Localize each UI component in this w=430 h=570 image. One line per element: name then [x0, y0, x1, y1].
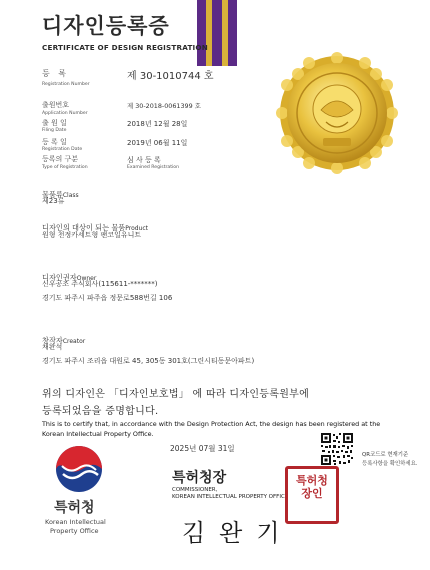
commissioner-title: 특허청장: [172, 470, 227, 486]
product-header-ko: 디자인의 대상이 되는 물품: [42, 223, 126, 232]
registration-label-en: Registration Number: [42, 82, 90, 87]
registration-type-en: Examined Registration: [127, 165, 180, 170]
filing-date: 2018년 12월 28일: [127, 120, 188, 128]
qr-caption-2: 등록사항을 확인하세요.: [362, 461, 418, 467]
certificate-title: 디자인등록증: [42, 14, 170, 38]
certification-notice-en-1: This is to certify that, in accordance with the Design Protection Act, the design has been registered at the: [42, 420, 381, 428]
registration-type-label-en: Type of Registration: [42, 165, 88, 170]
certification-notice-ko-1: 위의 디자인은 「디자인보호법」 에 따라 디자인등록원부에: [42, 389, 310, 400]
kipo-logo-icon: [54, 444, 104, 494]
registration-date-label-en: Registration Date: [42, 147, 83, 152]
gold-medal-emblem: [276, 52, 398, 174]
creator-header-en: Creator: [62, 338, 86, 345]
registration-date: 2019년 06월 11일: [127, 139, 188, 147]
kipo-name-en-2: Property Office: [50, 527, 99, 535]
class-value: 제23류: [42, 197, 65, 205]
registration-type: 심 사 등 록: [127, 156, 161, 164]
certificate-subtitle: CERTIFICATE OF DESIGN REGISTRATION: [42, 43, 208, 52]
application-number: 제 30-2018-0061399 호: [127, 102, 201, 110]
qr-code[interactable]: [320, 432, 354, 466]
product-value: 원형 천정카세트형 팬코일유니트: [42, 231, 142, 239]
kipo-name-ko: 특허청: [54, 500, 95, 516]
commissioner-title-en-2: KOREAN INTELLECTUAL PROPERTY OFFICE: [172, 494, 289, 500]
owner-name: 신우공조 주식회사(115611-*******): [42, 280, 158, 288]
ribbon-purple-left: [197, 0, 206, 66]
commissioner-signature: 김완기: [182, 519, 294, 547]
owner-address: 경기도 파주시 파주읍 정문로588번길 106: [42, 294, 173, 302]
ribbon-purple-right: [228, 0, 237, 66]
registration-number: 제 30-1010744 호: [127, 71, 214, 82]
creator-name: 채완석: [42, 343, 63, 351]
registration-type-label: 등록의 구분: [42, 155, 79, 163]
registration-label: 등 록: [42, 69, 69, 78]
owner-header-ko: 디자인권자: [42, 273, 77, 282]
owner-header-en: Owner: [76, 275, 97, 282]
ribbon-purple-mid: [212, 0, 222, 66]
registration-date-label: 등 록 일: [42, 138, 67, 146]
qr-caption-1: QR코드로 현재기준: [362, 452, 409, 458]
kipo-name-en-1: Korean Intellectual: [45, 518, 106, 526]
application-label: 출원번호: [42, 101, 70, 109]
class-header-en: Class: [62, 192, 79, 199]
certification-notice-en-2: Korean Intellectual Property Office.: [42, 430, 154, 438]
official-seal-text: 특허청장인: [296, 474, 328, 500]
product-header-en: Product: [125, 225, 149, 232]
issue-date: 2025년 07월 31일: [170, 444, 235, 453]
filing-label-en: Filing Date: [42, 128, 67, 133]
application-label-en: Application Number: [42, 111, 88, 116]
creator-header-ko: 창작자: [42, 336, 63, 345]
class-header-ko: 물품류: [42, 190, 63, 199]
creator-address: 경기도 파주시 조리읍 대원로 45, 305동 301호(그린시티동문아파트): [42, 357, 255, 365]
filing-label: 출 원 일: [42, 119, 67, 127]
commissioner-title-en-1: COMMISSIONER,: [172, 487, 218, 493]
certification-notice-ko-2: 등록되었음을 증명합니다.: [42, 406, 159, 417]
